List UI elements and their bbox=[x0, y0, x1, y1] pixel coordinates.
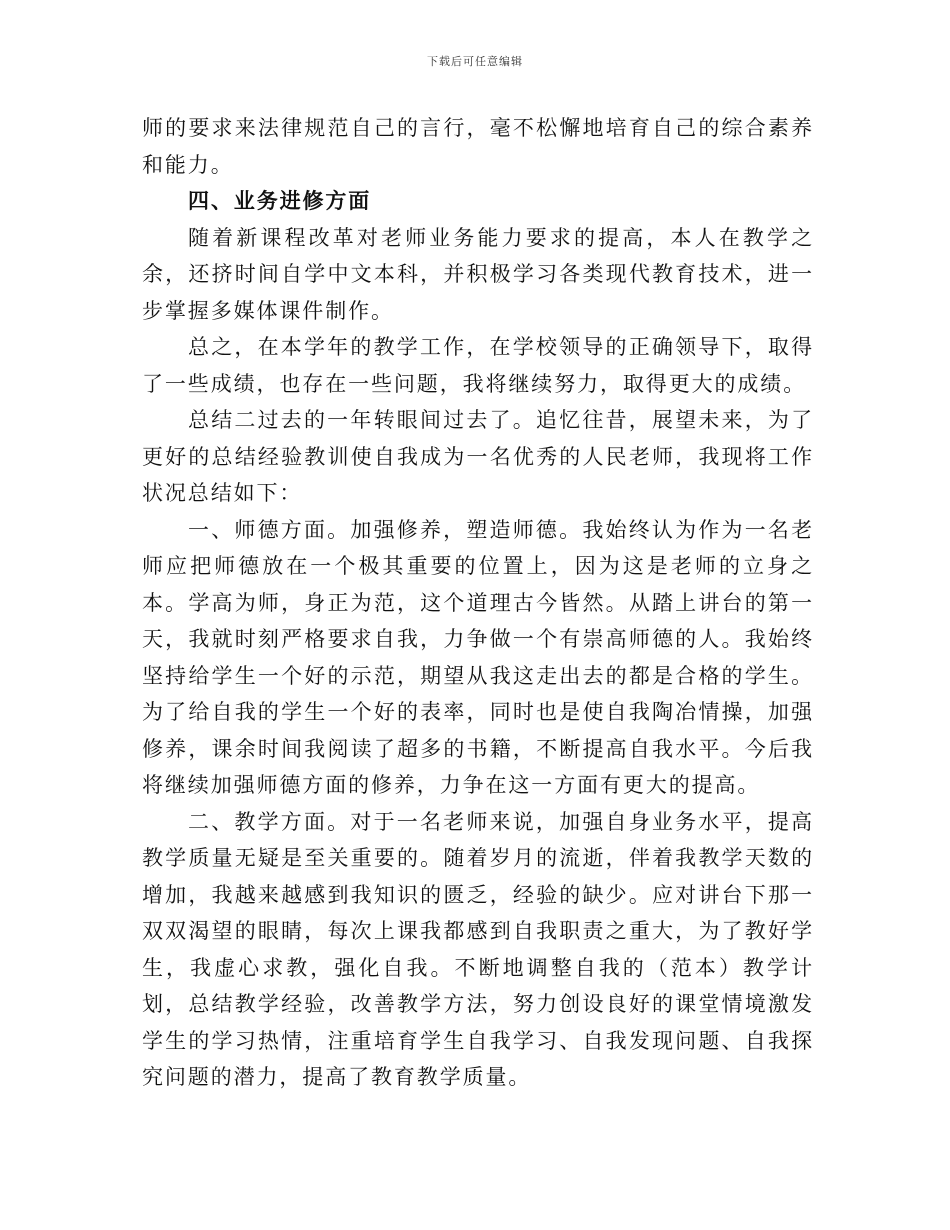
paragraph-continuation: 师的要求来法律规范自己的言行，毫不松懈地培育自己的综合素养和能力。 bbox=[142, 116, 814, 177]
paragraph-teaching: 二、教学方面。对于一名老师来说，加强自身业务水平，提高教学质量无疑是至关重要的。随着岁月的流逝，伴着我教学天数的增加，我越来越感到我知识的匮乏，经验的缺少。应对讲台下那一双双渴望的眼睛，每次上课我都感到自我职责之重大，为了教好学生，我虚心求教，强化自我。不断地调整自我的（范本）教学计划，总结教学经验，改善教学方法，努力创设良好的课堂情境激发学生的学习热情，注重培育学生自我学习、自我发现问题、自我探究问题的潜力，提高了教育教学质量。 bbox=[142, 809, 814, 1089]
paragraph-summary-two-intro: 总结二过去的一年转眼间过去了。追忆往昔，展望未来，为了更好的总结经验教训使自我成为一名优秀的人民老师，我现将工作状况总结如下： bbox=[142, 408, 814, 505]
paragraph-teacher-ethics: 一、师德方面。加强修养，塑造师德。我始终认为作为一名老师应把师德放在一个极其重要的位置上，因为这是老师的立身之本。学高为师，身正为范，这个道理古今皆然。从踏上讲台的第一天，我就时刻严格要求自我，力争做一个有崇高师德的人。我始终坚持给学生一个好的示范，期望从我这走出去的都是合格的学生。为了给自我的学生一个好的表率，同时也是使自我陶冶情操，加强修养，课余时间我阅读了超多的书籍，不断提高自我水平。今后我将继续加强师德方面的修养，力争在这一方面有更大的提高。 bbox=[142, 517, 814, 797]
paragraph-conclusion: 总之，在本学年的教学工作，在学校领导的正确领导下，取得了一些成绩，也存在一些问题，我将继续努力，取得更大的成绩。 bbox=[142, 335, 814, 396]
paragraph-business-study: 随着新课程改革对老师业务能力要求的提高，本人在教学之余，还挤时间自学中文本科，并积极学习各类现代教育技术，进一步掌握多媒体课件制作。 bbox=[142, 225, 814, 323]
document-body bbox=[142, 110, 814, 1096]
page-header: 下载后可任意编辑 bbox=[427, 55, 523, 68]
section-heading-business-study: 四、业务进修方面 bbox=[188, 188, 372, 213]
